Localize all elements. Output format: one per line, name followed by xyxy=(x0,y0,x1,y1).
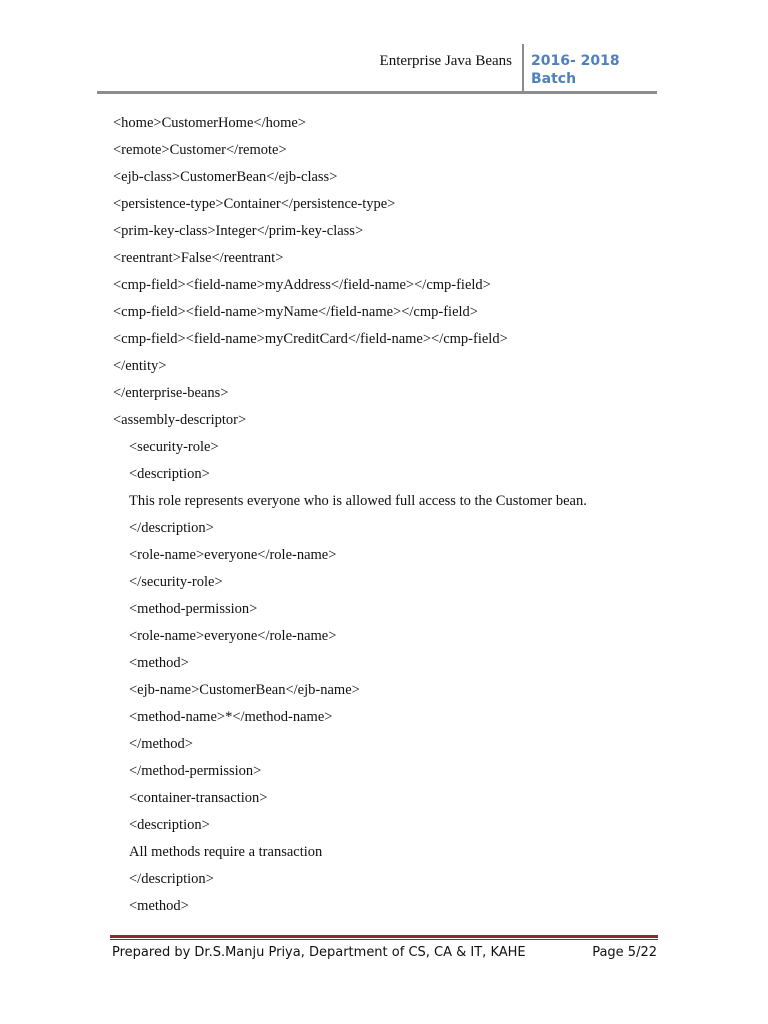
code-line: <ejb-name>CustomerBean</ejb-name> xyxy=(129,682,360,698)
code-line: </method> xyxy=(129,736,193,752)
code-line: <prim-key-class>Integer</prim-key-class> xyxy=(113,223,364,239)
header-separator xyxy=(522,44,524,92)
code-line: <method-name>*</method-name> xyxy=(129,709,333,725)
code-line: <cmp-field><field-name>myCreditCard</field-name></cmp-field> xyxy=(113,331,508,347)
code-line: <method> xyxy=(129,898,189,914)
batch-word: Batch xyxy=(531,71,577,87)
code-line: <method> xyxy=(129,655,189,671)
code-line: <cmp-field><field-name>myName</field-name></cmp-field> xyxy=(113,304,478,320)
footer-page-number: Page 5/22 xyxy=(592,945,657,960)
page-header xyxy=(97,44,657,94)
code-line: </description> xyxy=(129,520,214,536)
code-line: <home>CustomerHome</home> xyxy=(113,115,306,131)
code-line: <assembly-descriptor> xyxy=(113,412,247,428)
code-line: </entity> xyxy=(113,358,167,374)
code-line: This role represents everyone who is allowed full access to the Customer bean. xyxy=(129,493,587,509)
code-line: <description> xyxy=(129,466,210,482)
code-line: <cmp-field><field-name>myAddress</field-name></cmp-field> xyxy=(113,277,491,293)
footer-rule-thin xyxy=(110,939,658,940)
batch-years: 2016- 2018 xyxy=(531,53,620,69)
code-line: All methods require a transaction xyxy=(129,844,323,860)
footer-rule-thick xyxy=(110,935,658,938)
footer-prepared-by: Prepared by Dr.S.Manju Priya, Department of CS, CA & IT, KAHE xyxy=(112,945,526,960)
code-line: <reentrant>False</reentrant> xyxy=(113,250,284,266)
code-line: <persistence-type>Container</persistence-type> xyxy=(113,196,396,212)
code-line: <method-permission> xyxy=(129,601,258,617)
code-line: <ejb-class>CustomerBean</ejb-class> xyxy=(113,169,338,185)
code-line: </security-role> xyxy=(129,574,223,590)
code-line: <role-name>everyone</role-name> xyxy=(129,628,337,644)
code-line: </enterprise-beans> xyxy=(113,385,229,401)
batch-label xyxy=(531,52,620,88)
code-line: <remote>Customer</remote> xyxy=(113,142,287,158)
code-listing xyxy=(113,110,673,920)
header-rule xyxy=(97,91,657,94)
code-line: <description> xyxy=(129,817,210,833)
document-title: Enterprise Java Beans xyxy=(379,53,512,69)
code-line: <security-role> xyxy=(129,439,219,455)
code-line: <role-name>everyone</role-name> xyxy=(129,547,337,563)
code-line: </description> xyxy=(129,871,214,887)
code-line: </method-permission> xyxy=(129,763,262,779)
code-line: <container-transaction> xyxy=(129,790,268,806)
